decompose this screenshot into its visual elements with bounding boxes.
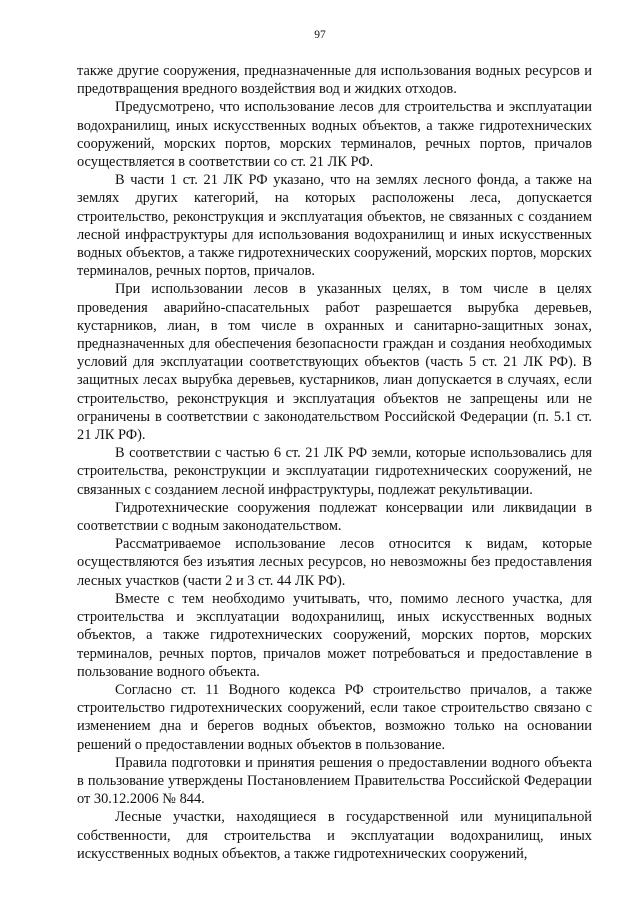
paragraph: В соответствии с частью 6 ст. 21 ЛК РФ земли, которые использовались для строительства, реконструкции и эксплуатации гидротехнических сооружений, не связанных с созданием лесной инфраструктуры, подлежат рекультивации. <box>77 445 592 498</box>
paragraph: Вместе с тем необходимо учитывать, что, помимо лесного участка, для строительства и эксплуатации водохранилищ, иных искусственных водных объектов, а также гидротехнических сооружений, морских портов, морских терминалов, речных портов, причалов может потребоваться и предоставление в пользование водного объекта. <box>77 590 592 680</box>
paragraph: В части 1 ст. 21 ЛК РФ указано, что на землях лесного фонда, а также на землях других категорий, на которых расположены леса, допускается строительство, реконструкция и эксплуатация объектов, не связанных с созданием лесной инфраструктуры для использования водохранилищ и иных искусственных водных объектов, а также гидротехнических сооружений, морских портов, морских терминалов, речных портов, причалов. <box>77 172 592 280</box>
paragraph: Лесные участки, находящиеся в государственной или муниципальной собственности, для строительства и эксплуатации водохранилищ, иных искусственных водных объектов, а также гидротехнических сооружений, <box>77 809 592 862</box>
page-number: 97 <box>314 29 326 41</box>
paragraph: Гидротехнические сооружения подлежат консервации или ликвидации в соответствии с водным законодательством. <box>77 499 592 535</box>
paragraph: При использовании лесов в указанных целях, в том числе в целях проведения аварийно-спасательных работ разрешается вырубка деревьев, кустарников, лиан, в том числе в охранных и санитарно-защитных зонах, предназначенных для обеспечения безопасности граждан и создания необходимых условий для эксплуатации соответствующих объектов (часть 5 ст. 21 ЛК РФ). В защитных лесах вырубка деревьев, кустарников, лиан допускается в случаях, если строительство, реконструкция и эксплуатация объектов не запрещены или не ограничены в соответствии с законодательством Российской Федерации (п. 5.1 ст. 21 ЛК РФ). <box>77 281 592 444</box>
paragraph: Согласно ст. 11 Водного кодекса РФ строительство причалов, а также строительство гидротехнических сооружений, если такое строительство связано с изменением дна и берегов водных объектов, возможно только на основании решений о предоставлении водных объектов в пользование. <box>77 681 592 753</box>
paragraph-continuation: также другие сооружения, предназначенные для использования водных ресурсов и предотвращения вредного воздействия вод и жидких отходов. <box>77 63 592 98</box>
paragraph: Предусмотрено, что использование лесов для строительства и эксплуатации водохранилищ, иных искусственных водных объектов, а также гидротехнических сооружений, морских портов, морских терминалов, речных портов, причалов осуществляется в соответствии со ст. 21 ЛК РФ. <box>77 99 592 171</box>
paragraph: Рассматриваемое использование лесов относится к видам, которые осуществляются без изъятия лесных ресурсов, но невозможны без предоставления лесных участков (части 2 и 3 ст. 44 ЛК РФ). <box>77 536 592 589</box>
document-body <box>77 62 592 863</box>
paragraph: Правила подготовки и принятия решения о предоставлении водного объекта в пользование утверждены Постановлением Правительства Российской Федерации от 30.12.2006 № 844. <box>77 754 592 808</box>
